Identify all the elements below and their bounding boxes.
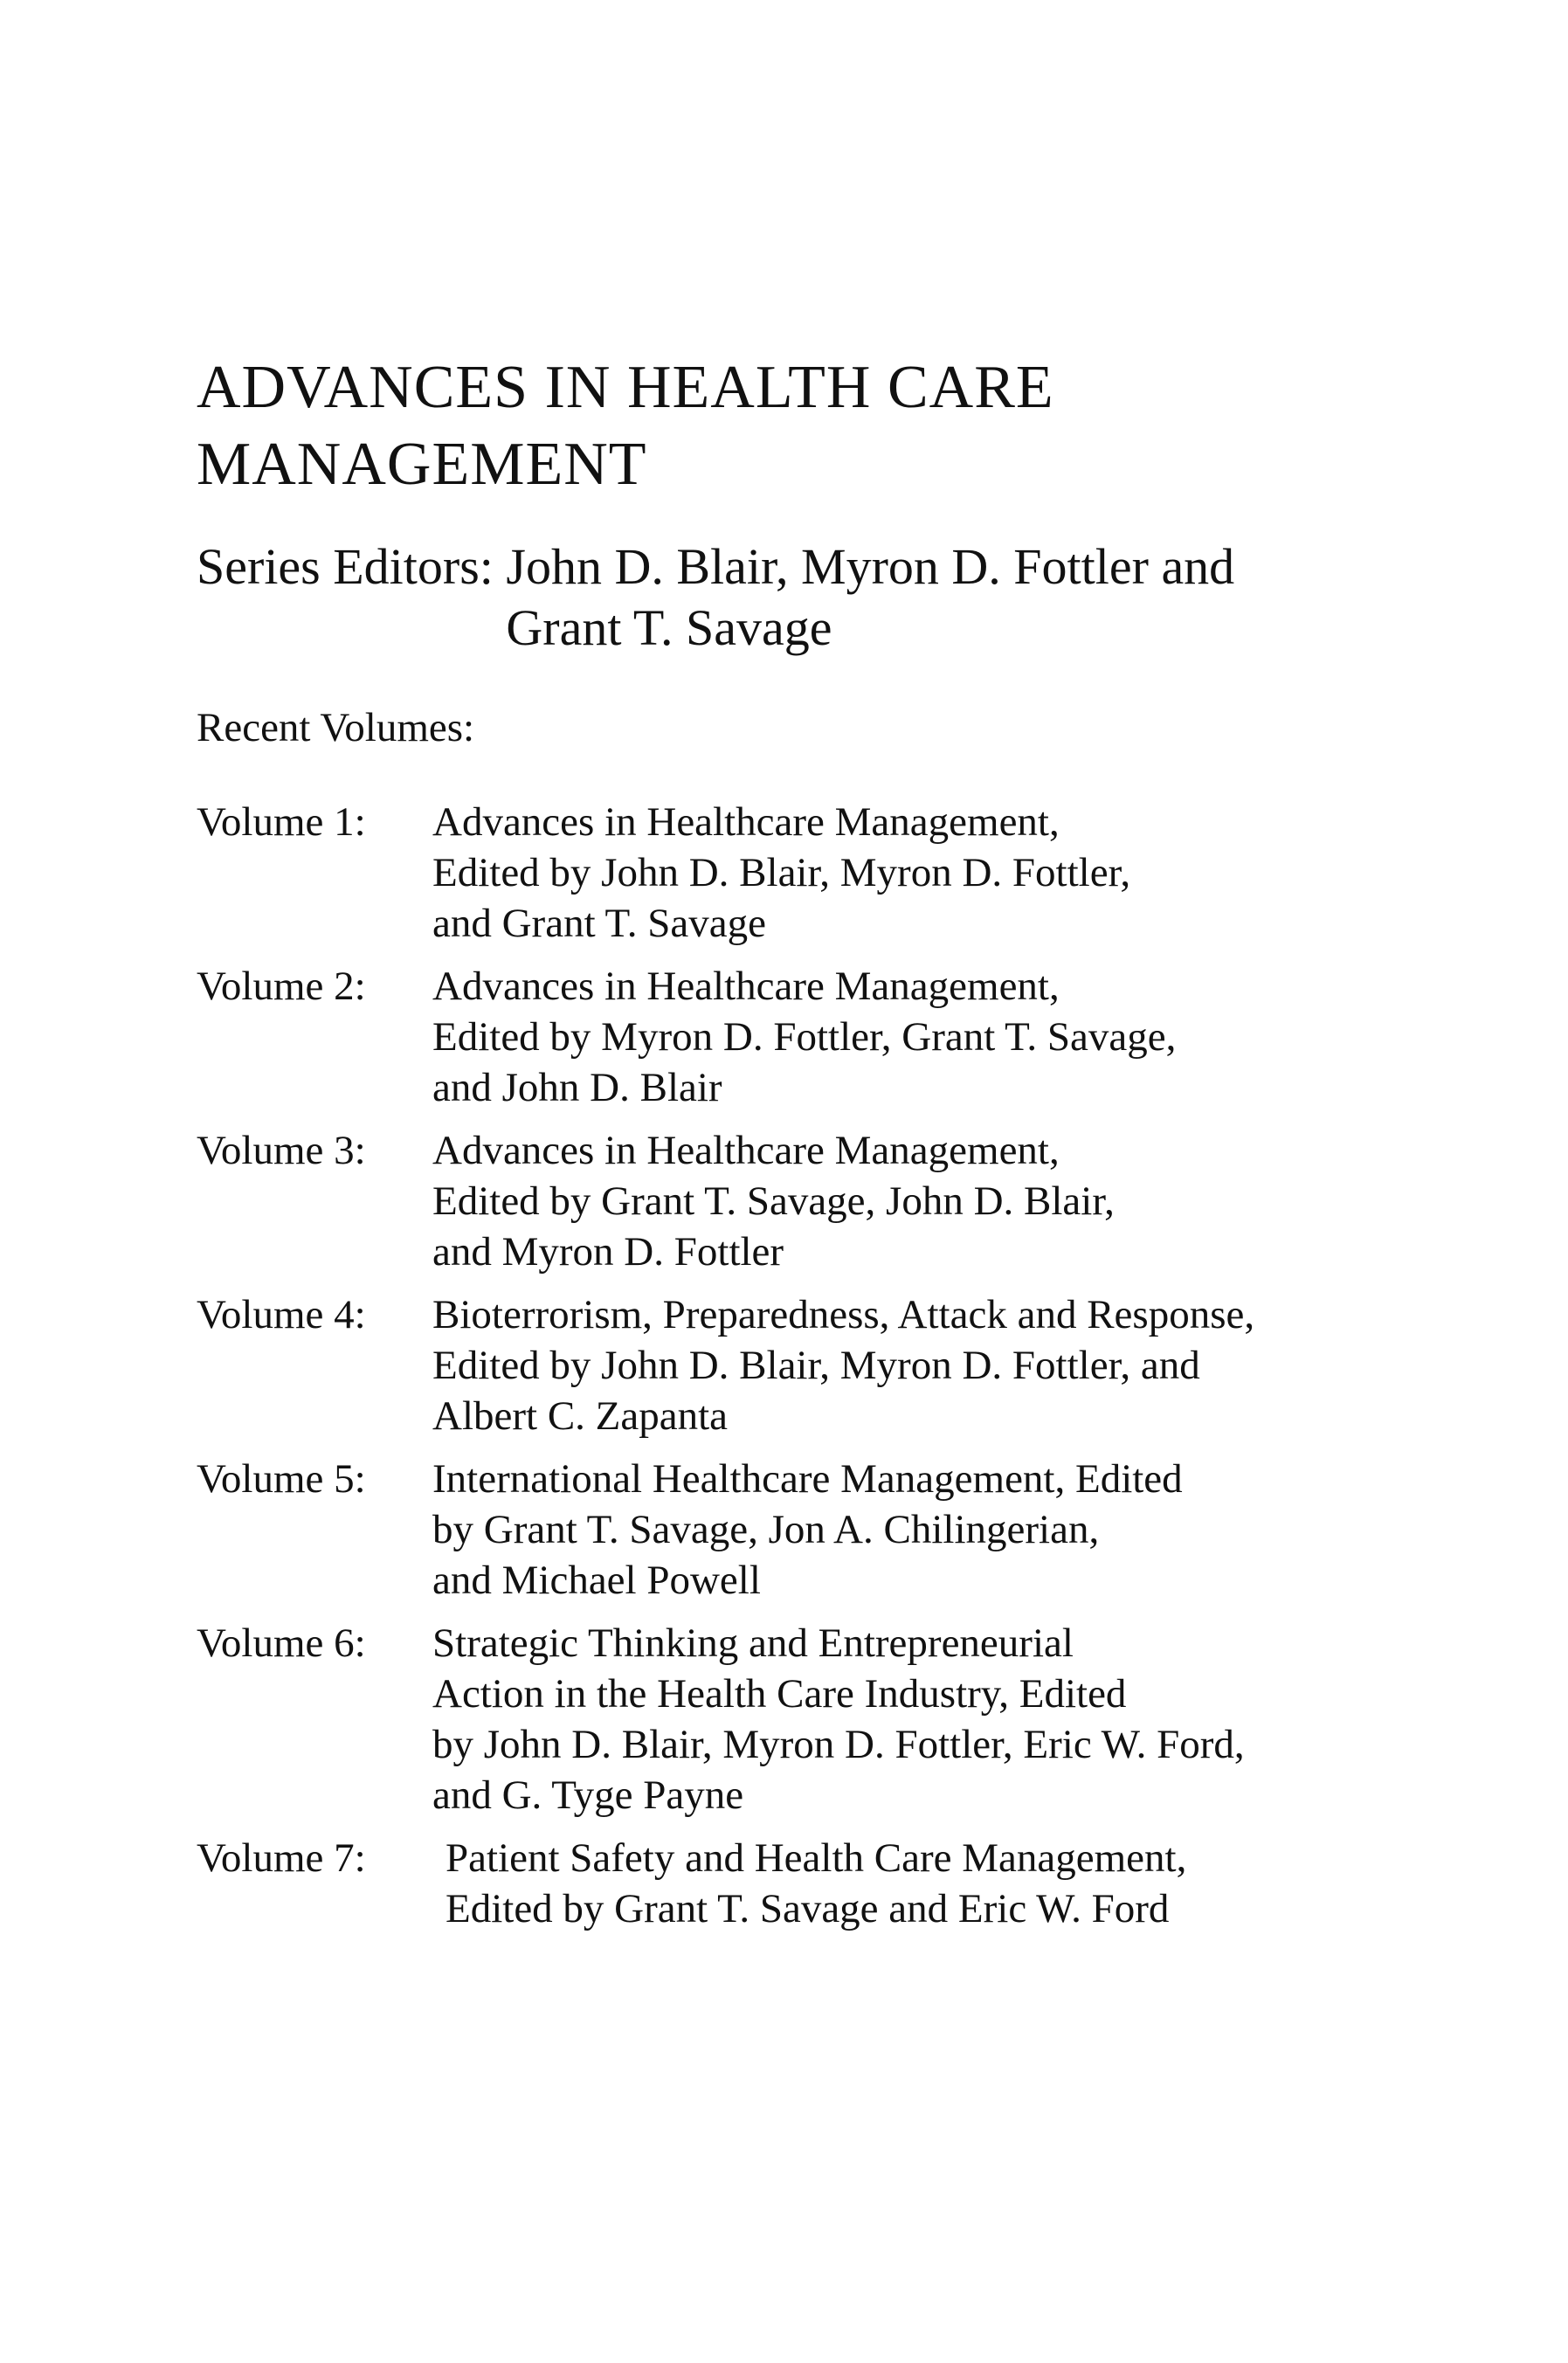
- volume-line: and Myron D. Fottler: [432, 1229, 784, 1275]
- volume-line: by John D. Blair, Myron D. Fottler, Eric W. Ford,: [432, 1722, 1245, 1767]
- volume-description: [432, 961, 1176, 1113]
- series-title: [197, 349, 1419, 503]
- volume-line: Advances in Healthcare Management,: [432, 964, 1060, 1009]
- volume-entry-1: [197, 797, 1419, 949]
- volume-line: Action in the Health Care Industry, Edited: [432, 1671, 1127, 1717]
- volume-line: Advances in Healthcare Management,: [432, 1128, 1060, 1173]
- series-editors-line-1: John D. Blair, Myron D. Fottler and: [506, 538, 1235, 595]
- volume-entry-4: [197, 1289, 1419, 1441]
- volume-description: [432, 797, 1130, 949]
- volume-line: Edited by Grant T. Savage and Eric W. Ford: [446, 1886, 1170, 1931]
- volume-line: Bioterrorism, Preparedness, Attack and Response,: [432, 1292, 1255, 1337]
- series-editors-names: [506, 536, 1234, 659]
- volume-entry-2: [197, 961, 1419, 1113]
- volume-line: Edited by John D. Blair, Myron D. Fottler,: [432, 850, 1131, 895]
- volume-description: [432, 1618, 1245, 1821]
- volume-label: Volume 5:: [197, 1456, 366, 1502]
- volume-line: and G. Tyge Payne: [432, 1772, 744, 1818]
- volume-line: Edited by Grant T. Savage, John D. Blair,: [432, 1178, 1115, 1224]
- volume-label: Volume 4:: [197, 1292, 366, 1337]
- series-editors-line-2: Grant T. Savage: [506, 599, 832, 656]
- recent-volumes-heading: Recent Volumes:: [197, 705, 475, 750]
- volume-line: Albert C. Zapanta: [432, 1393, 729, 1439]
- series-page: [197, 349, 1419, 1946]
- volume-line: Edited by Myron D. Fottler, Grant T. Savage,: [432, 1014, 1177, 1060]
- series-editors: [197, 536, 1419, 659]
- series-title-line-1: ADVANCES IN HEALTH CARE: [197, 354, 1054, 421]
- volume-description: [432, 1289, 1254, 1441]
- volume-label: Volume 2:: [197, 964, 366, 1009]
- series-editors-label: Series Editors:: [197, 538, 494, 595]
- volume-label: Volume 6:: [197, 1620, 366, 1666]
- volume-entry-3: [197, 1125, 1419, 1277]
- volume-line: Advances in Healthcare Management,: [432, 799, 1060, 845]
- volume-line: Patient Safety and Health Care Management,: [446, 1835, 1187, 1881]
- volume-entry-5: [197, 1454, 1419, 1606]
- volume-label: Volume 1:: [197, 799, 366, 845]
- volume-description: [432, 1454, 1183, 1606]
- volume-line: and Michael Powell: [432, 1558, 761, 1603]
- series-title-line-2: MANAGEMENT: [197, 431, 647, 498]
- volume-description: [446, 1833, 1186, 1934]
- volume-entry-6: [197, 1618, 1419, 1821]
- volume-entry-7: [197, 1833, 1419, 1934]
- volume-line: by Grant T. Savage, Jon A. Chilingerian,: [432, 1507, 1100, 1552]
- volume-line: and John D. Blair: [432, 1065, 722, 1110]
- volume-list: [197, 797, 1419, 1934]
- volume-label: Volume 7:: [197, 1835, 366, 1881]
- volume-line: Strategic Thinking and Entrepreneurial: [432, 1620, 1074, 1666]
- volume-label: Volume 3:: [197, 1128, 366, 1173]
- volume-line: Edited by John D. Blair, Myron D. Fottler, and: [432, 1343, 1200, 1388]
- volume-line: International Healthcare Management, Edited: [432, 1456, 1183, 1502]
- volume-description: [432, 1125, 1115, 1277]
- volume-line: and Grant T. Savage: [432, 901, 766, 946]
